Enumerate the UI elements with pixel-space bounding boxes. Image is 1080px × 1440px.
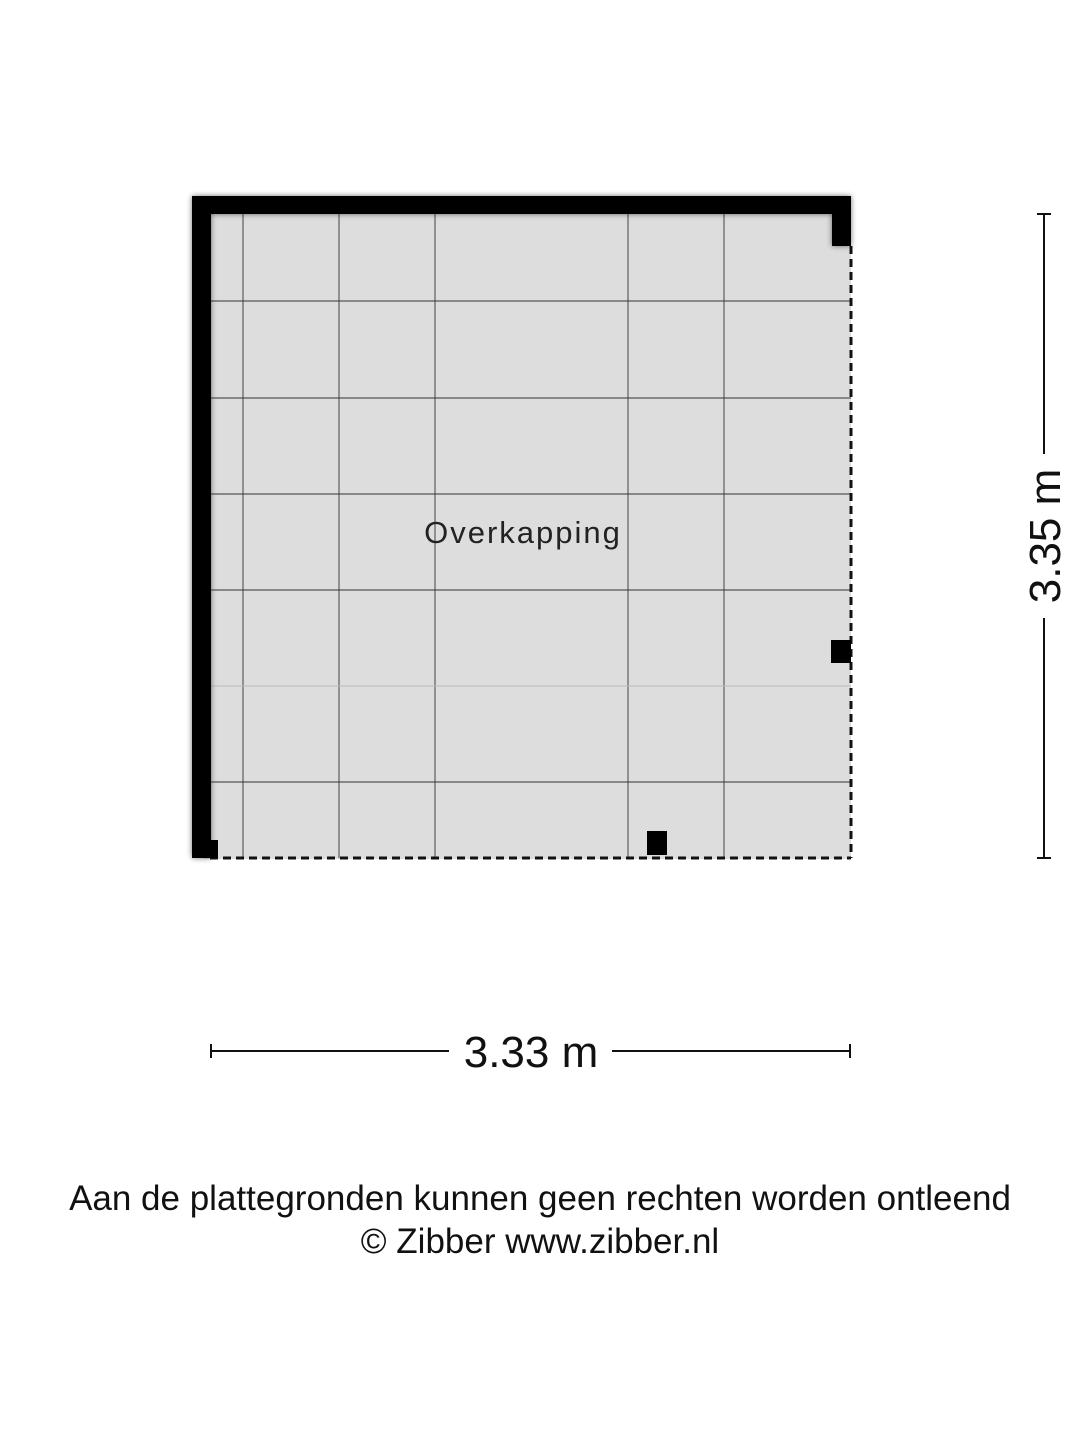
copyright-credit: © Zibber www.zibber.nl <box>360 1222 720 1261</box>
wall-top <box>192 196 851 214</box>
support-post-bottom <box>647 831 667 855</box>
room-name-label: Overkapping <box>424 515 622 550</box>
disclaimer-text: Aan de plattegronden kunnen geen rechten worden ontleend <box>69 1179 1011 1218</box>
corner-post-bottom-left <box>192 840 218 858</box>
height-dimension-label: 3.35 m <box>1021 468 1070 604</box>
wall-left <box>192 196 211 858</box>
corner-post-top-right <box>832 196 851 246</box>
width-dimension-label: 3.33 m <box>463 1028 599 1077</box>
support-post-right <box>831 640 851 663</box>
